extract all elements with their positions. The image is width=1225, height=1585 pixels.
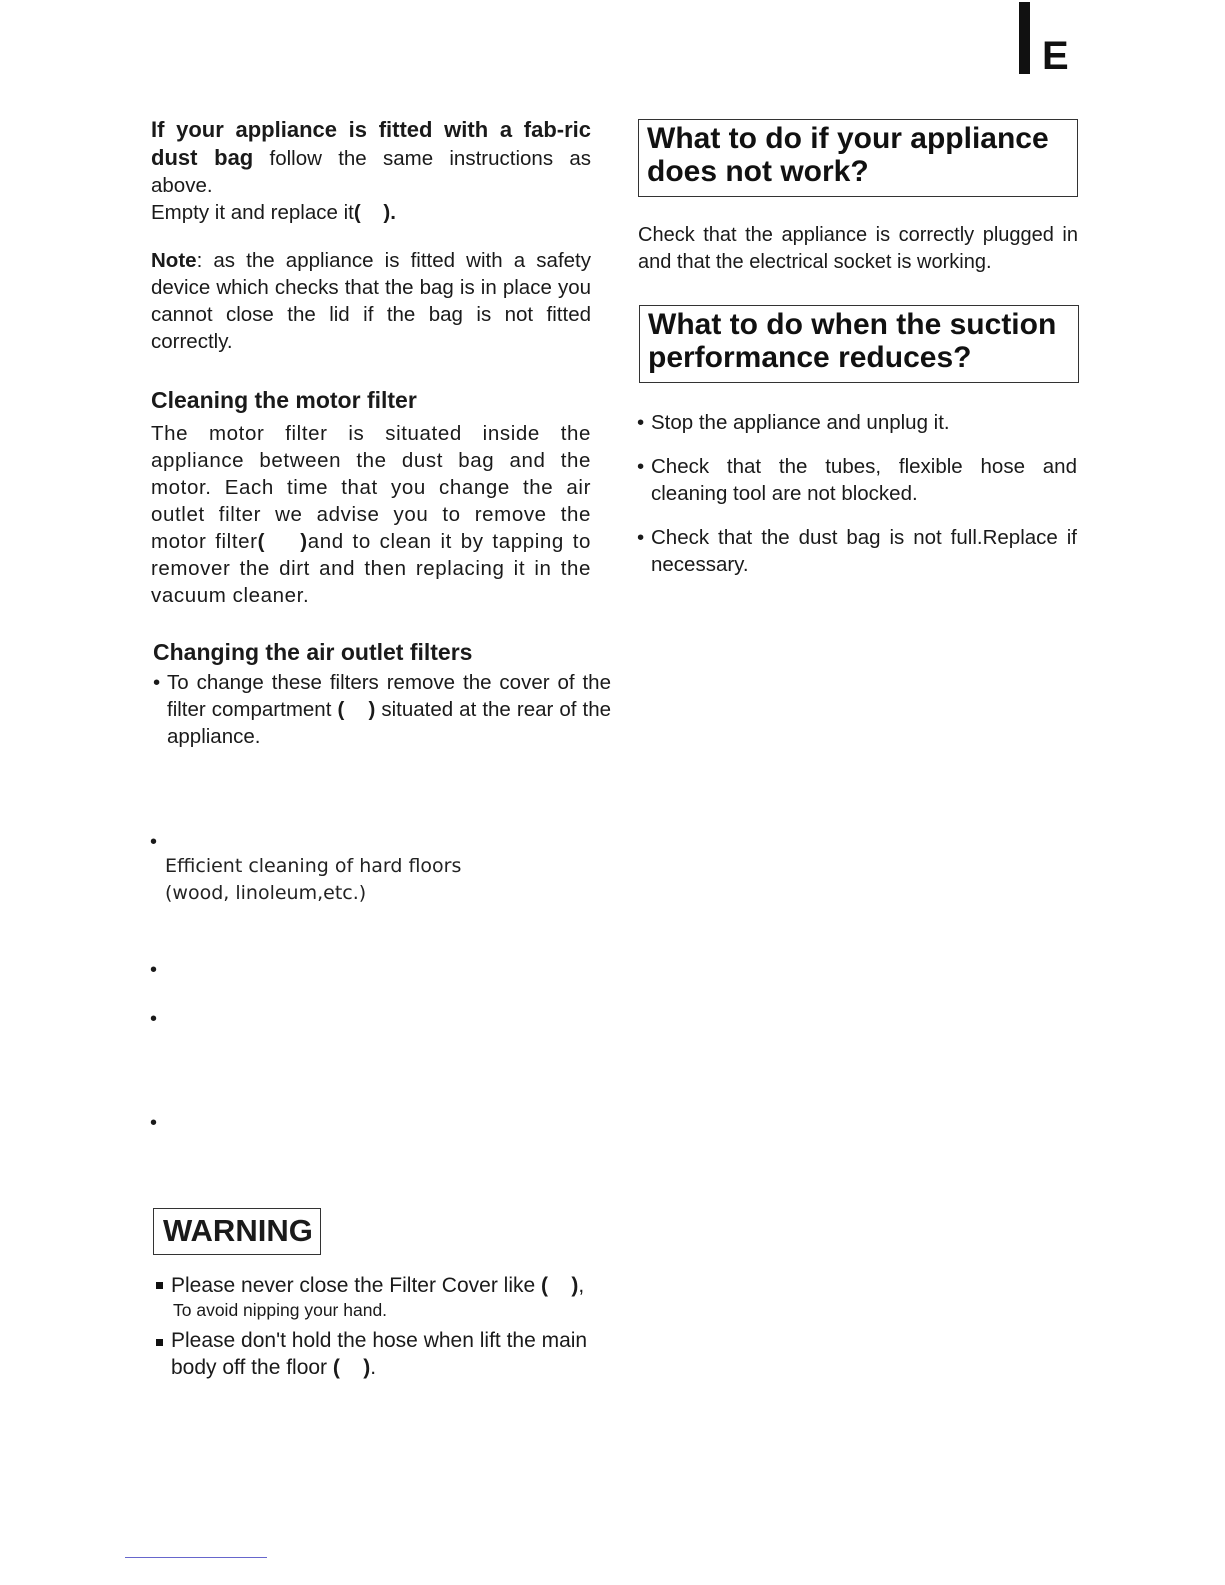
suction-bullet-text: Check that the dust bag is not full.Replace if necessary. — [651, 526, 1077, 576]
warning-item — [156, 1327, 626, 1381]
bullet-dot: • — [150, 1008, 158, 1030]
suction-bullet — [637, 409, 1077, 436]
warning-figure-ref: ( ) — [332, 1356, 371, 1379]
note-label: Note — [151, 249, 197, 272]
fabric-bag-bold: If your appliance is fitted with a fab-ric dust bag — [151, 117, 591, 170]
warning-list — [156, 1272, 626, 1381]
bullet-dot: • — [637, 526, 645, 549]
warning-item-body — [171, 1327, 591, 1381]
suction-bullet-text: Stop the appliance and unplug it. — [651, 411, 950, 434]
air-outlet-heading: Changing the air outlet filters — [153, 639, 473, 665]
hard-floor-note-line: (wood, linoleum,etc.) — [165, 882, 367, 904]
hard-floor-note-line: Efficient cleaning of hard floors — [165, 855, 462, 877]
motor-filter-figure-ref: ( ) — [257, 530, 308, 553]
motor-filter-text-a: The motor filter is situated inside the appliance between the dust bag and the motor. Each time that you change the air outlet filter we advise you to remove the motor filter — [151, 422, 591, 553]
warning-title: WARNING — [153, 1208, 321, 1255]
footer-link-underline — [125, 1557, 267, 1558]
not-work-title: What to do if your appliance does not work? — [638, 119, 1078, 197]
fabric-bag-section — [151, 116, 591, 226]
note-section — [151, 247, 591, 355]
square-bullet-icon — [156, 1282, 163, 1289]
empty-line-text: Empty it and replace it — [151, 201, 354, 224]
square-bullet-icon — [156, 1339, 163, 1346]
suction-title: What to do when the suction performance reduces? — [639, 305, 1079, 383]
bullet-dot: • — [150, 1112, 158, 1134]
language-tab-bar — [1019, 2, 1030, 74]
warning-item-punct: , — [578, 1274, 585, 1297]
air-outlet-bullet — [153, 669, 611, 750]
air-outlet-bullet-text — [167, 669, 611, 750]
warning-item-sub: To avoid nipping your hand. — [173, 1300, 388, 1320]
fabric-bag-paragraph — [151, 116, 591, 199]
not-work-text-block — [638, 222, 1078, 276]
bullet-dot: • — [637, 455, 645, 478]
warning-item — [156, 1272, 626, 1299]
language-tab-letter: E — [1042, 34, 1069, 78]
hard-floor-note — [165, 853, 461, 907]
motor-filter-heading: Cleaning the motor filter — [151, 387, 417, 413]
not-work-text: Check that the appliance is correctly plugged in and that the electrical socket is working. — [638, 224, 1078, 273]
warning-item-punct: . — [370, 1356, 377, 1379]
warning-item-text: Please don't hold the hose when lift the main body off the floor — [171, 1329, 588, 1379]
motor-filter-section — [151, 386, 591, 609]
air-outlet-text-a: To change these filters remove the cover of the filter compartment — [167, 671, 611, 721]
suction-bullet-text: Check that the tubes, flexible hose and cleaning tool are not blocked. — [651, 455, 1077, 505]
bullet-dot: • — [150, 831, 158, 853]
motor-filter-paragraph — [151, 420, 591, 609]
empty-line-figure-ref: ( ). — [353, 201, 396, 224]
fabric-bag-rest: follow the same instructions as above. — [151, 147, 591, 197]
air-outlet-figure-ref: ( ) — [337, 698, 376, 721]
bullet-dot: • — [637, 411, 645, 434]
warning-item-text: Please never close the Filter Cover like — [171, 1274, 541, 1297]
motor-filter-text-b: and to clean it by tapping to remover the dirt and then replacing it in the vacuum cleaner. — [151, 530, 591, 607]
empty-line — [151, 199, 591, 226]
suction-list — [637, 409, 1077, 578]
bullet-dot: • — [150, 959, 158, 981]
note-text: : as the appliance is fitted with a safety device which checks that the bag is in place you cannot close the lid if the bag is not fitted correctly. — [151, 249, 591, 353]
air-outlet-text-b: situated at the rear of the appliance. — [167, 698, 612, 748]
suction-bullet — [637, 453, 1077, 507]
note-paragraph — [151, 247, 591, 355]
warning-figure-ref: ( ) — [541, 1274, 579, 1297]
air-outlet-section — [153, 638, 611, 750]
suction-bullet — [637, 524, 1077, 578]
bullet-dot: • — [153, 671, 161, 694]
